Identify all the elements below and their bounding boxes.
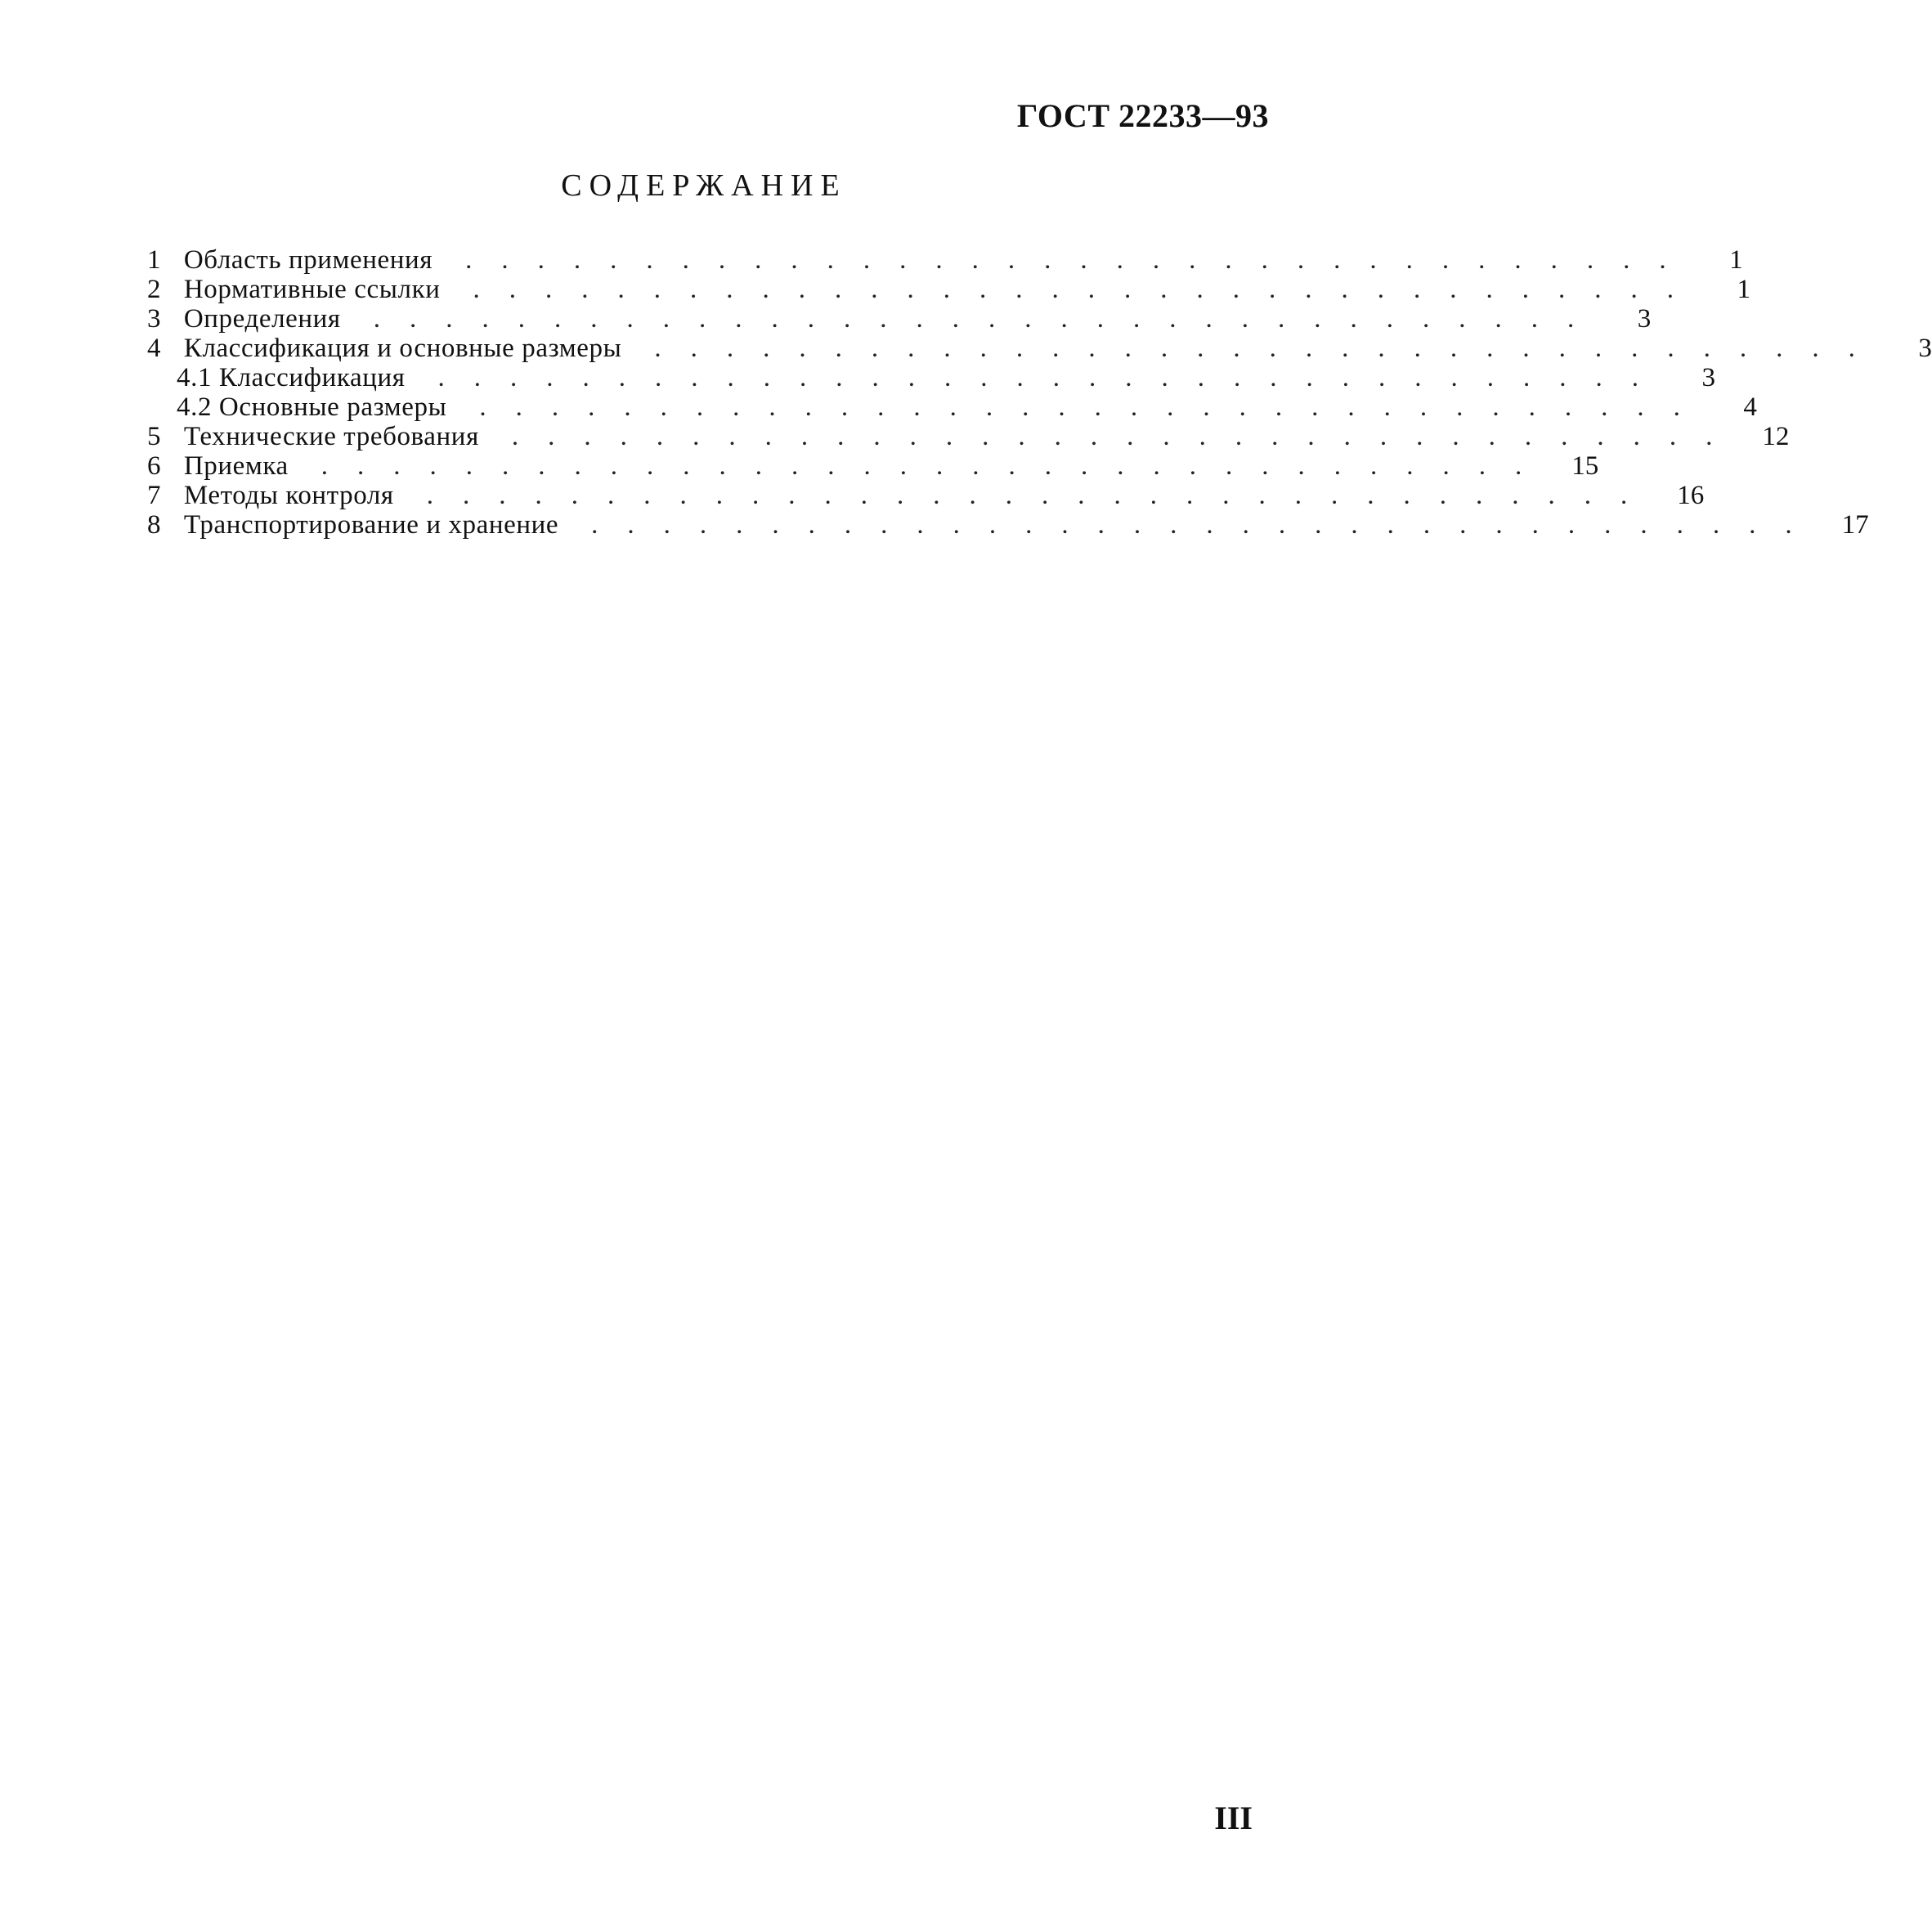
toc-leader-dots: .................................. bbox=[437, 363, 1669, 392]
toc-entry-title: Классификация bbox=[218, 363, 406, 392]
toc-entry-label bbox=[147, 392, 446, 422]
toc-entry-label bbox=[147, 245, 433, 275]
toc-entry-test-methods[interactable] bbox=[147, 481, 1705, 510]
toc-entry-title: Область применения bbox=[183, 245, 433, 275]
toc-leader-dots: .................................. bbox=[426, 481, 1657, 510]
toc-entry-scope[interactable] bbox=[147, 245, 1743, 275]
toc-entry-number: 3 bbox=[147, 304, 162, 334]
toc-entry-title: Методы контроля bbox=[183, 481, 394, 510]
toc-subentry-classification[interactable] bbox=[147, 363, 1716, 392]
document-code: ГОСТ 22233—93 bbox=[1016, 97, 1269, 134]
toc-entry-label bbox=[147, 275, 440, 304]
toc-entry-page: 3 bbox=[1701, 363, 1716, 392]
toc-entry-classification-and-dimensions[interactable] bbox=[147, 334, 1932, 363]
toc-entry-number: 4.1 bbox=[177, 363, 213, 392]
toc-entry-title: Приемка bbox=[183, 451, 289, 481]
toc-entry-acceptance[interactable] bbox=[147, 451, 1599, 481]
toc-entry-normative-references[interactable] bbox=[147, 275, 1750, 304]
toc-entry-number: 1 bbox=[147, 245, 162, 275]
toc-subentry-main-dimensions[interactable] bbox=[147, 392, 1757, 422]
toc-entry-number: 8 bbox=[147, 510, 162, 540]
toc-entry-page: 1 bbox=[1737, 275, 1750, 304]
toc-entry-definitions[interactable] bbox=[147, 304, 1652, 334]
toc-entry-number: 4 bbox=[147, 334, 162, 363]
toc-entry-page: 15 bbox=[1571, 451, 1599, 481]
toc-entry-number: 7 bbox=[147, 481, 162, 510]
toc-leader-dots: .................................. bbox=[591, 510, 1822, 540]
toc-entry-title: Транспортирование и хранение bbox=[183, 510, 559, 540]
toc-entry-technical-requirements[interactable] bbox=[147, 422, 1790, 451]
toc-entry-title: Определения bbox=[183, 304, 341, 334]
toc-entry-page: 16 bbox=[1677, 481, 1705, 510]
toc-entry-label bbox=[147, 510, 558, 540]
toc-entry-label bbox=[147, 334, 621, 363]
toc-entry-title: Нормативные ссылки bbox=[183, 275, 441, 304]
toc-entry-title: Классификация и основные размеры bbox=[183, 334, 622, 363]
toc-leader-dots: .................................. bbox=[479, 392, 1710, 422]
toc-entry-label bbox=[147, 451, 289, 481]
toc-entry-title: Основные размеры bbox=[218, 392, 447, 422]
toc-entry-label bbox=[147, 422, 479, 451]
toc-leader-dots: .................................. bbox=[465, 245, 1696, 275]
table-of-contents bbox=[147, 245, 1932, 540]
toc-entry-transport-and-storage[interactable] bbox=[147, 510, 1869, 540]
toc-entry-label bbox=[147, 304, 341, 334]
toc-entry-number: 4.2 bbox=[177, 392, 213, 422]
toc-entry-page: 12 bbox=[1762, 422, 1790, 451]
toc-entry-number: 6 bbox=[147, 451, 162, 481]
toc-entry-number: 2 bbox=[147, 275, 162, 304]
page-number: III bbox=[1214, 1800, 1253, 1836]
toc-heading: СОДЕРЖАНИЕ bbox=[561, 168, 847, 203]
toc-entry-title: Технические требования bbox=[183, 422, 479, 451]
toc-entry-page: 17 bbox=[1841, 510, 1869, 540]
toc-entry-page: 3 bbox=[1918, 334, 1932, 363]
toc-entry-number: 5 bbox=[147, 422, 162, 451]
toc-leader-dots: .................................. bbox=[654, 334, 1885, 363]
toc-entry-label bbox=[147, 481, 394, 510]
toc-leader-dots: .................................. bbox=[373, 304, 1604, 334]
toc-leader-dots: .................................. bbox=[473, 275, 1703, 304]
toc-entry-label bbox=[147, 363, 406, 392]
toc-entry-page: 1 bbox=[1729, 245, 1743, 275]
toc-leader-dots: .................................. bbox=[511, 422, 1742, 451]
toc-entry-page: 3 bbox=[1637, 304, 1652, 334]
toc-leader-dots: .................................. bbox=[321, 451, 1552, 481]
toc-entry-page: 4 bbox=[1743, 392, 1757, 422]
